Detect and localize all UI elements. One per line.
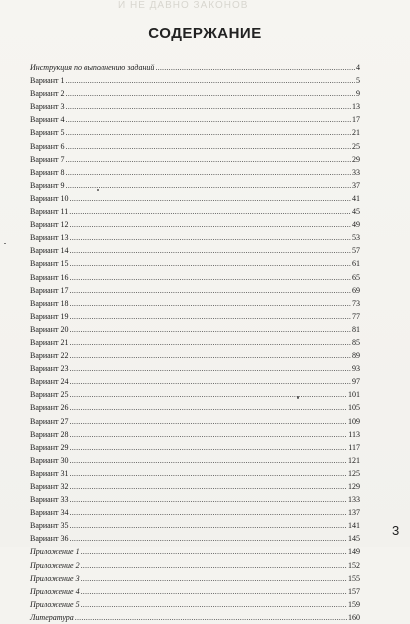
dot-leader xyxy=(70,310,352,323)
toc-entry xyxy=(30,545,360,558)
dot-leader xyxy=(81,545,347,558)
dot-leader xyxy=(70,415,348,428)
toc-entry-page: 49 xyxy=(352,220,360,230)
dot-leader xyxy=(66,140,352,153)
toc-entry-page: 17 xyxy=(352,115,360,125)
toc-entry-label: Вариант 1 xyxy=(30,76,65,86)
toc-entry-page: 13 xyxy=(352,102,360,112)
toc-entry-page: 9 xyxy=(356,89,360,99)
dot-leader xyxy=(81,585,347,598)
toc-entry xyxy=(30,572,360,585)
toc-entry-label: Вариант 19 xyxy=(30,311,69,321)
dot-leader xyxy=(70,467,348,480)
toc-entry xyxy=(30,388,360,401)
paper-speck xyxy=(297,396,299,399)
dot-leader xyxy=(70,218,352,231)
toc-entry-page: 159 xyxy=(348,599,360,609)
toc-entry xyxy=(30,336,360,349)
toc-entry-page: 73 xyxy=(352,298,360,308)
toc-entry-page: 141 xyxy=(348,521,360,531)
toc-entry xyxy=(30,428,360,441)
toc-entry-label: Вариант 12 xyxy=(30,220,69,230)
toc-entry-page: 21 xyxy=(352,128,360,138)
toc-entry xyxy=(30,441,360,454)
toc-entry-label: Литература xyxy=(30,612,74,622)
dot-leader xyxy=(70,532,348,545)
toc-entry-label: Вариант 22 xyxy=(30,351,69,361)
toc-entry-label: Вариант 11 xyxy=(30,207,69,217)
toc-entry xyxy=(30,271,360,284)
dot-leader xyxy=(75,611,347,624)
dot-leader xyxy=(70,401,348,414)
toc-entry-page: 5 xyxy=(356,76,360,86)
toc-entry-label: Вариант 4 xyxy=(30,115,65,125)
toc-entry xyxy=(30,519,360,532)
toc-entry-label: Вариант 29 xyxy=(30,442,69,452)
paper-speck xyxy=(4,243,6,244)
toc-entry-page: 37 xyxy=(352,180,360,190)
toc-entry-page: 81 xyxy=(352,324,360,334)
toc-entry xyxy=(30,480,360,493)
toc-entry-page: 29 xyxy=(352,154,360,164)
toc-entry-page: 65 xyxy=(352,272,360,282)
dot-leader xyxy=(66,100,352,113)
toc-entry-page: 125 xyxy=(348,468,360,478)
toc-entry-page: 121 xyxy=(348,455,360,465)
toc-entry xyxy=(30,493,360,506)
toc-entry-page: 160 xyxy=(348,612,360,622)
toc-entry-page: 109 xyxy=(348,416,360,426)
dot-leader xyxy=(70,244,352,257)
toc-entry xyxy=(30,166,360,179)
toc-entry xyxy=(30,100,360,113)
dot-leader xyxy=(66,166,352,179)
dot-leader xyxy=(70,519,348,532)
toc-entry-label: Вариант 3 xyxy=(30,102,65,112)
dot-leader xyxy=(70,231,352,244)
toc-entry-label: Вариант 18 xyxy=(30,298,69,308)
toc-entry xyxy=(30,598,360,611)
toc-entry xyxy=(30,323,360,336)
dot-leader xyxy=(70,375,352,388)
dot-leader xyxy=(81,598,347,611)
toc-entry xyxy=(30,297,360,310)
toc-entry-label: Вариант 36 xyxy=(30,534,69,544)
toc-entry xyxy=(30,205,360,218)
dot-leader xyxy=(69,205,351,218)
toc-entry xyxy=(30,153,360,166)
dot-leader xyxy=(70,493,348,506)
page-number: 3 xyxy=(392,523,400,538)
toc-entry-label: Вариант 5 xyxy=(30,128,65,138)
toc-entry-label: Вариант 17 xyxy=(30,285,69,295)
toc-entry-label: Вариант 16 xyxy=(30,272,69,282)
toc-entry-label: Приложение 5 xyxy=(30,599,80,609)
dot-leader xyxy=(66,87,356,100)
dot-leader xyxy=(70,297,352,310)
dot-leader xyxy=(70,349,352,362)
toc-entry-label: Вариант 27 xyxy=(30,416,69,426)
toc-entry-label: Вариант 25 xyxy=(30,390,69,400)
toc-entry xyxy=(30,192,360,205)
toc-entry-label: Вариант 20 xyxy=(30,324,69,334)
toc-entry xyxy=(30,179,360,192)
toc-entry-page: 57 xyxy=(352,246,360,256)
toc-entry-page: 113 xyxy=(348,429,360,439)
toc-entry-label: Вариант 6 xyxy=(30,141,65,151)
toc-entry-label: Вариант 32 xyxy=(30,482,69,491)
toc-entry xyxy=(30,415,360,428)
toc-entry xyxy=(30,284,360,297)
toc-entry-label: Вариант 26 xyxy=(30,403,69,413)
toc-entry xyxy=(30,126,360,139)
toc-entry-page: 4 xyxy=(356,63,360,72)
dot-leader xyxy=(66,179,352,192)
dot-leader xyxy=(70,257,352,270)
toc-entry-page: 155 xyxy=(348,573,360,583)
toc-entry-page: 137 xyxy=(348,508,360,518)
toc-entry-label: Приложение 4 xyxy=(30,586,80,596)
toc-entry xyxy=(30,74,360,87)
toc-entry-label: Вариант 23 xyxy=(30,364,69,374)
toc-entry-page: 101 xyxy=(348,390,360,400)
paper-speck xyxy=(97,189,99,191)
dot-leader xyxy=(66,113,352,126)
dot-leader xyxy=(70,271,352,284)
toc-entry-label: Вариант 15 xyxy=(30,259,69,269)
toc-entry-label: Приложение 2 xyxy=(30,560,80,570)
toc-entry xyxy=(30,231,360,244)
toc-entry xyxy=(30,506,360,519)
dot-leader xyxy=(70,506,348,519)
toc-entry-label: Инструкция по выполнению заданий xyxy=(30,63,155,72)
toc-entry-label: Вариант 30 xyxy=(30,455,69,465)
dot-leader xyxy=(66,153,352,166)
toc-entry-page: 105 xyxy=(348,403,360,413)
toc-entry-page: 157 xyxy=(348,586,360,596)
bleed-through-text: И НЕ ДАВНО ЗАКОНОВ xyxy=(118,0,249,11)
toc-entry-label: Приложение 1 xyxy=(30,547,80,557)
dot-leader xyxy=(70,388,348,401)
toc-entry xyxy=(30,349,360,362)
toc-entry xyxy=(30,257,360,270)
toc-entry-page: 69 xyxy=(352,285,360,295)
toc-entry xyxy=(30,559,360,572)
toc-entry xyxy=(30,113,360,126)
dot-leader xyxy=(70,454,348,467)
toc-entry-page: 152 xyxy=(348,560,360,570)
toc-entry-page: 117 xyxy=(348,442,360,452)
toc-entry-label: Вариант 28 xyxy=(30,429,69,439)
dot-leader xyxy=(70,441,348,454)
toc-entry-page: 89 xyxy=(352,351,360,361)
toc-entry-label: Вариант 21 xyxy=(30,337,69,347)
toc-entry-page: 53 xyxy=(352,233,360,243)
dot-leader xyxy=(70,428,348,441)
dot-leader xyxy=(70,362,352,375)
toc-entry xyxy=(30,362,360,375)
page-title: СОДЕРЖАНИЕ xyxy=(148,25,262,42)
dot-leader xyxy=(70,336,352,349)
toc-entry-page: 25 xyxy=(352,141,360,151)
toc-entry xyxy=(30,218,360,231)
toc-entry xyxy=(30,611,360,624)
toc-entry xyxy=(30,401,360,414)
toc-entry-page: 129 xyxy=(348,482,360,491)
toc-entry-label: Вариант 31 xyxy=(30,468,69,478)
toc-entry-page: 93 xyxy=(352,364,360,374)
table-of-contents xyxy=(30,61,360,624)
dot-leader xyxy=(155,61,355,74)
dot-leader xyxy=(66,126,352,139)
toc-entry-page: 45 xyxy=(352,207,360,217)
dot-leader xyxy=(66,74,356,87)
toc-entry xyxy=(30,140,360,153)
dot-leader xyxy=(70,192,352,205)
toc-entry xyxy=(30,532,360,545)
toc-entry-page: 77 xyxy=(352,311,360,321)
toc-entry xyxy=(30,244,360,257)
toc-entry-label: Вариант 8 xyxy=(30,167,65,177)
toc-entry-label: Вариант 34 xyxy=(30,508,69,518)
toc-entry-label: Вариант 7 xyxy=(30,154,65,164)
toc-entry-page: 97 xyxy=(352,377,360,387)
dot-leader xyxy=(70,284,352,297)
toc-entry-page: 145 xyxy=(348,534,360,544)
toc-entry xyxy=(30,87,360,100)
toc-entry xyxy=(30,585,360,598)
toc-entry xyxy=(30,467,360,480)
toc-entry-page: 41 xyxy=(352,193,360,203)
toc-entry-page: 33 xyxy=(352,167,360,177)
toc-entry-label: Вариант 2 xyxy=(30,89,65,99)
dot-leader xyxy=(81,559,347,572)
toc-entry xyxy=(30,310,360,323)
toc-entry-label: Вариант 13 xyxy=(30,233,69,243)
toc-entry xyxy=(30,61,360,74)
toc-entry-label: Приложение 3 xyxy=(30,573,80,583)
toc-entry-page: 149 xyxy=(348,547,360,557)
toc-entry-page: 61 xyxy=(352,259,360,269)
dot-leader xyxy=(70,480,348,493)
toc-entry-page: 133 xyxy=(348,495,360,505)
toc-entry xyxy=(30,375,360,388)
toc-entry-label: Вариант 33 xyxy=(30,495,69,505)
dot-leader xyxy=(81,572,347,585)
toc-entry-page: 85 xyxy=(352,337,360,347)
toc-entry-label: Вариант 24 xyxy=(30,377,69,387)
toc-entry-label: Вариант 35 xyxy=(30,521,69,531)
toc-entry xyxy=(30,454,360,467)
toc-entry-label: Вариант 14 xyxy=(30,246,69,256)
toc-entry-label: Вариант 9 xyxy=(30,180,65,190)
toc-entry-label: Вариант 10 xyxy=(30,193,69,203)
dot-leader xyxy=(70,323,352,336)
